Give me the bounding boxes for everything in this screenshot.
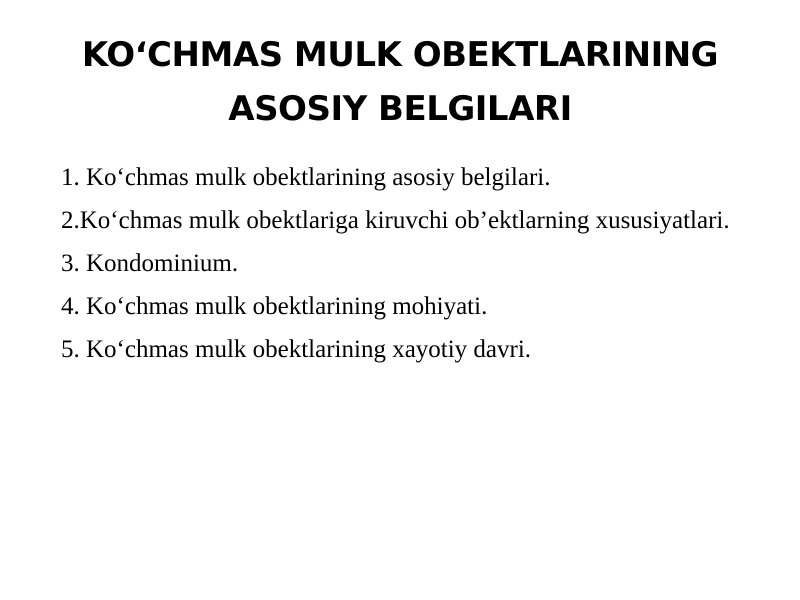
list-item-4: 4. Ko‘chmas mulk obektlarining mohiyati. <box>61 293 488 320</box>
slide-title-line-1: KO‘CHMAS MULK OBEKTLARINING <box>81 35 719 75</box>
list-item-5: 5. Ko‘chmas mulk obektlarining xayotiy davri. <box>61 336 532 363</box>
slide-title <box>40 28 760 136</box>
list-item-2: 2.Ko‘chmas mulk obektlariga kiruvchi ob’ektlarning xususiyatlari. <box>61 207 730 234</box>
slide-content-list <box>61 162 769 377</box>
slide-title-line-2: ASOSIY BELGILARI <box>228 89 572 129</box>
list-item-3: 3. Kondominium. <box>61 250 239 277</box>
list-item-1: 1. Ko‘chmas mulk obektlarining asosiy belgilari. <box>61 164 551 191</box>
